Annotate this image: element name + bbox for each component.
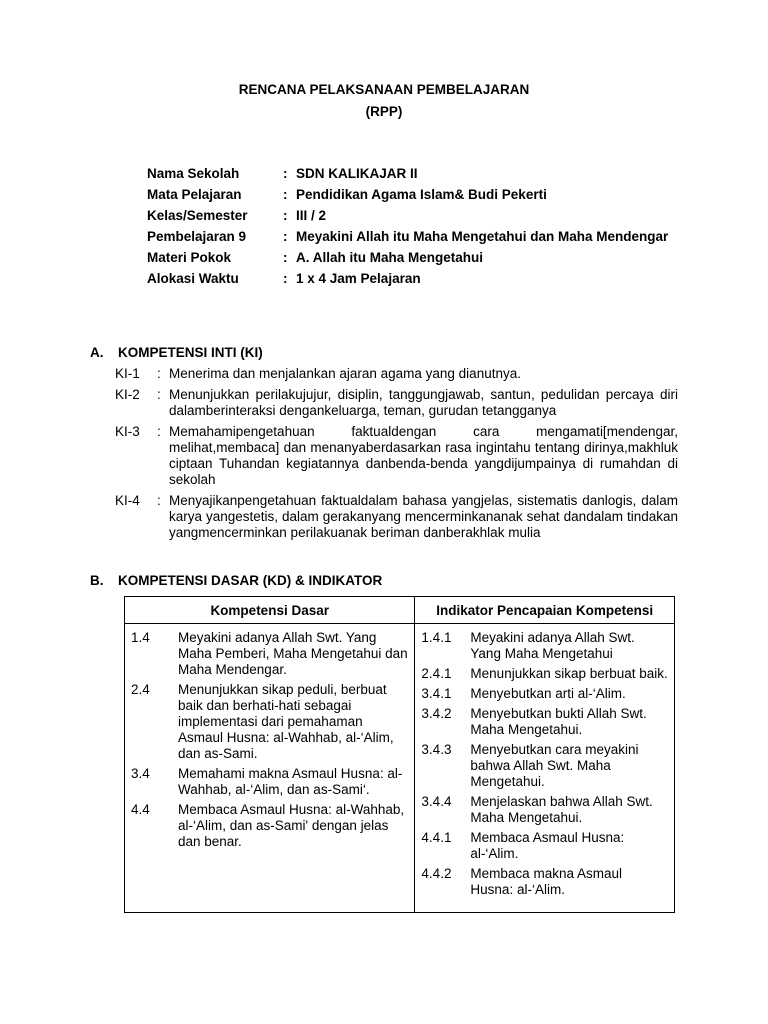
indicator-entry xyxy=(421,742,668,790)
kd-number: 2.4 xyxy=(131,682,150,697)
info-value: 1 x 4 Jam Pelajaran xyxy=(296,271,421,286)
indicator-number: 1.4.1 xyxy=(421,630,452,645)
indicator-entry xyxy=(421,666,668,682)
section-b-heading xyxy=(90,573,382,588)
document-subtitle: (RPP) xyxy=(365,104,403,119)
info-separator: : xyxy=(283,271,288,286)
kd-entry xyxy=(131,766,408,798)
info-value: A. Allah itu Maha Mengetahui xyxy=(296,250,484,265)
identity-block xyxy=(147,166,687,292)
indicator-text: Membaca Asmaul Husna: al-‘Alim. xyxy=(470,830,625,861)
ki-text: Memahamipengetahuan faktualdengan cara mengamati[mendengar, melihat,membaca] dan menanyaberdasarkan rasa ingintahu tentang dirinya,makhluk ciptaan Tuhandan kegiatannya danbenda-benda yangdijumpainya di rumahdan di sekolah xyxy=(169,424,678,487)
info-value: Pendidikan Agama Islam& Budi Pekerti xyxy=(296,187,547,202)
indicator-entry xyxy=(421,706,668,738)
kd-entry xyxy=(131,802,408,850)
section-title: KOMPETENSI DASAR (KD) & INDIKATOR xyxy=(118,573,383,588)
ki-item xyxy=(115,424,678,488)
section-number: B. xyxy=(90,573,104,588)
ki-text: Menerima dan menjalankan ajaran agama yang dianutnya. xyxy=(169,366,521,381)
info-label: Alokasi Waktu xyxy=(147,271,239,286)
indicator-text: Menunjukkan sikap berbuat baik. xyxy=(470,666,668,681)
indicator-text: Membaca makna Asmaul Husna: al-‘Alim. xyxy=(470,866,622,897)
ki-text: Menunjukkan perilakujujur, disiplin, tanggungjawab, santun, pedulidan percaya diri dalamberinteraksi dengankeluarga, teman, gurudan tetangganya xyxy=(169,387,678,418)
column-header-indicator: Indikator Pencapaian Kompetensi xyxy=(415,597,675,624)
ki-item xyxy=(115,493,678,541)
indicator-number: 2.4.1 xyxy=(421,666,452,681)
ki-colon: : xyxy=(157,366,161,381)
document-title: RENCANA PELAKSANAAN PEMBELAJARAN xyxy=(238,82,530,97)
info-row-lesson xyxy=(147,229,687,245)
info-row-school xyxy=(147,166,687,182)
indicator-entry xyxy=(421,686,668,702)
info-row-material xyxy=(147,250,687,266)
kd-text: Memahami makna Asmaul Husna: al-Wahhab, al-‘Alim, dan as-Sami‘. xyxy=(178,766,403,797)
info-label: Kelas/Semester xyxy=(147,208,248,223)
ki-colon: : xyxy=(157,493,161,508)
indicator-text: Meyakini adanya Allah Swt. Yang Maha Mengetahui xyxy=(470,630,635,661)
ki-text: Menyajikanpengetahuan faktualdalam bahasa yangjelas, sistematis danlogis, dalam karya yangestetis, dalam gerakanyang mencerminkananak sehat dandalam tindakan yangmencerminkan perilakuanak beriman danberakhlak mulia xyxy=(169,493,678,540)
info-label: Pembelajaran 9 xyxy=(147,229,247,244)
info-label: Mata Pelajaran xyxy=(147,187,242,202)
info-row-class xyxy=(147,208,687,224)
table-header-row xyxy=(125,597,675,624)
ki-code: KI-3 xyxy=(115,424,140,439)
indicator-text: Menjelaskan bahwa Allah Swt. Maha Mengetahui. xyxy=(470,794,653,825)
ki-list xyxy=(115,366,678,546)
indicator-entry xyxy=(421,866,668,898)
info-value: III / 2 xyxy=(296,208,327,223)
info-separator: : xyxy=(283,208,288,223)
indicator-entry xyxy=(421,794,668,826)
kd-number: 1.4 xyxy=(131,630,150,645)
ki-item xyxy=(115,387,678,419)
info-row-time xyxy=(147,271,687,287)
kd-number: 3.4 xyxy=(131,766,150,781)
section-number: A. xyxy=(90,345,104,360)
ki-colon: : xyxy=(157,424,161,439)
info-label: Materi Pokok xyxy=(147,250,232,265)
ki-code: KI-1 xyxy=(115,366,140,381)
info-label: Nama Sekolah xyxy=(147,166,240,181)
info-value: SDN KALIKAJAR II xyxy=(296,166,418,181)
ki-colon: : xyxy=(157,387,161,402)
ki-code: KI-4 xyxy=(115,493,140,508)
column-header-kd: Kompetensi Dasar xyxy=(125,597,415,624)
table-row xyxy=(125,624,675,913)
info-separator: : xyxy=(283,229,288,244)
kd-text: Membaca Asmaul Husna: al-Wahhab, al-‘Alim, dan as-Sami' dengan jelas dan benar. xyxy=(178,802,405,849)
ki-code: KI-2 xyxy=(115,387,140,402)
indicator-number: 4.4.1 xyxy=(421,830,452,845)
kd-text: Menunjukkan sikap peduli, berbuat baik dan berhati-hati sebagai implementasi dari pemahaman Asmaul Husna: al-Wahhab, al-‘Alim, dan as-Sami. xyxy=(178,682,394,761)
indicator-cell xyxy=(415,624,675,913)
info-value: Meyakini Allah itu Maha Mengetahui dan Maha Mendengar xyxy=(296,229,669,244)
kd-entry xyxy=(131,682,408,762)
indicator-text: Menyebutkan cara meyakini bahwa Allah Swt. Maha Mengetahui. xyxy=(470,742,639,789)
info-separator: : xyxy=(283,250,288,265)
indicator-number: 3.4.1 xyxy=(421,686,452,701)
kd-cell xyxy=(125,624,415,913)
info-separator: : xyxy=(283,187,288,202)
info-separator: : xyxy=(283,166,288,181)
info-row-subject xyxy=(147,187,687,203)
kd-text: Meyakini adanya Allah Swt. Yang Maha Pemberi, Maha Mengetahui dan Maha Mendengar. xyxy=(178,630,408,677)
indicator-number: 3.4.4 xyxy=(421,794,452,809)
indicator-entry xyxy=(421,830,668,862)
section-title: KOMPETENSI INTI (KI) xyxy=(118,345,263,360)
kd-number: 4.4 xyxy=(131,802,150,817)
indicator-entry xyxy=(421,630,668,662)
indicator-text: Menyebutkan bukti Allah Swt. Maha Mengetahui. xyxy=(470,706,647,737)
indicator-number: 3.4.2 xyxy=(421,706,452,721)
kd-indicator-table xyxy=(124,596,675,913)
ki-item xyxy=(115,366,678,382)
indicator-number: 3.4.3 xyxy=(421,742,452,757)
kd-entry xyxy=(131,630,408,678)
indicator-number: 4.4.2 xyxy=(421,866,452,881)
indicator-text: Menyebutkan arti al-‘Alim. xyxy=(470,686,626,701)
section-a-heading xyxy=(90,345,263,360)
